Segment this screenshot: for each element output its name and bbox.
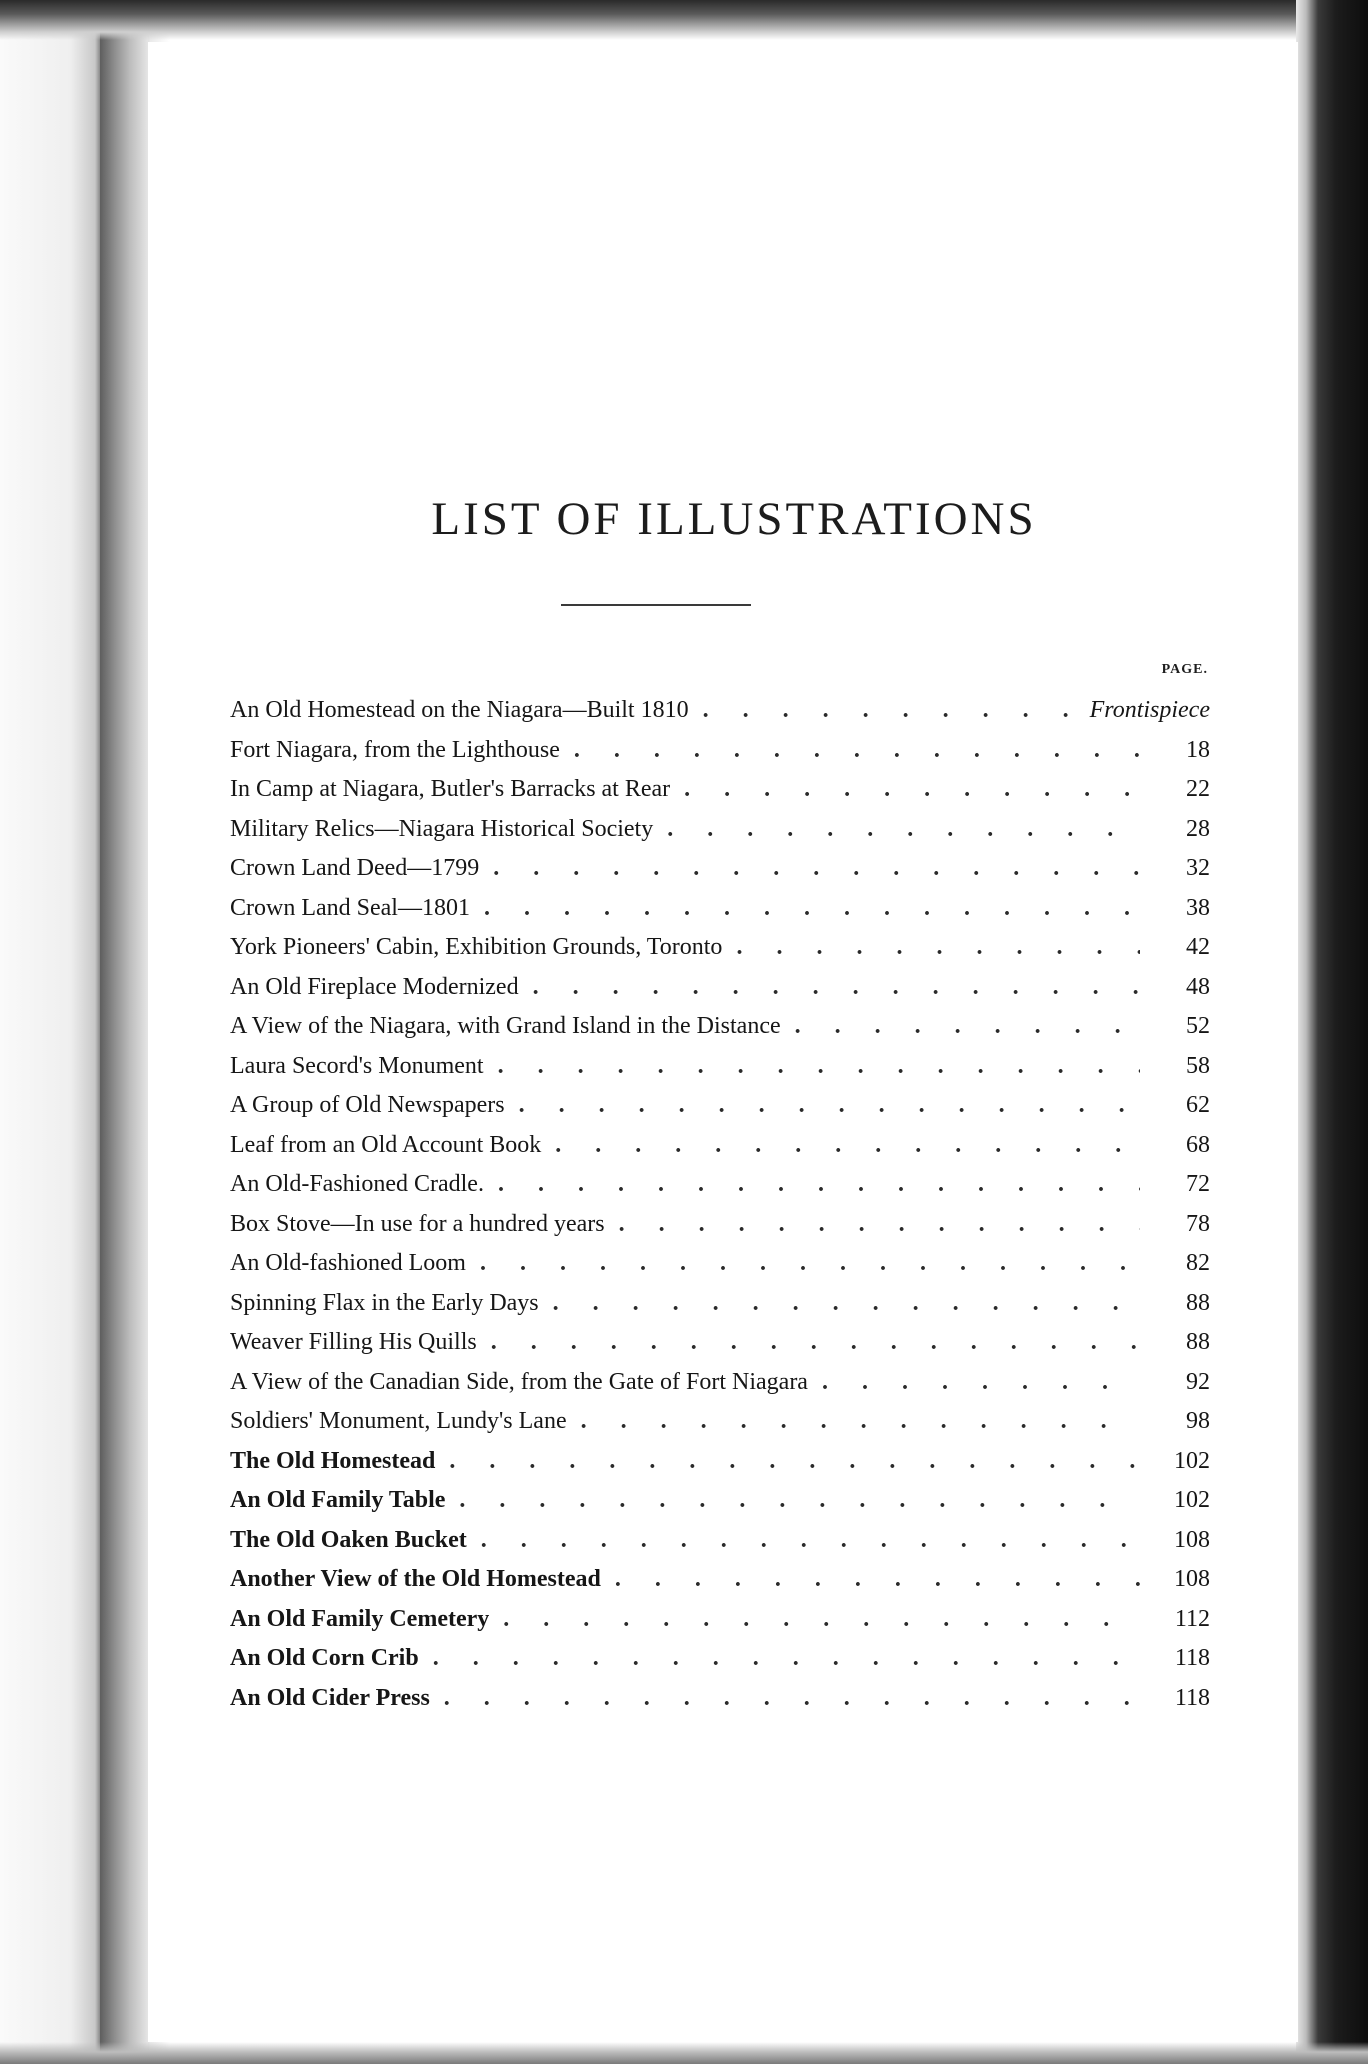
dot-leader	[445, 1487, 1140, 1514]
dot-leader	[560, 737, 1140, 764]
illustration-title: Crown Land Deed—1799	[230, 855, 480, 881]
illustration-title: An Old-fashioned Loom	[230, 1250, 466, 1276]
dot-leader	[689, 697, 1080, 724]
illustration-title: The Old Homestead	[230, 1447, 436, 1474]
dot-leader	[670, 776, 1140, 803]
book-gutter	[100, 30, 148, 2064]
dot-leader	[567, 1408, 1140, 1435]
dot-leader	[519, 974, 1140, 1001]
illustration-title: Box Stove—In use for a hundred years	[230, 1210, 605, 1237]
illustration-page-number: 38	[1186, 894, 1210, 921]
illustration-title: An Old-Fashioned Cradle.	[230, 1171, 484, 1197]
illustration-title: A View of the Canadian Side, from the Gate of Fort Niagara	[230, 1368, 808, 1395]
list-item	[230, 1290, 1210, 1330]
list-item	[230, 1369, 1210, 1409]
illustration-title: A Group of Old Newspapers	[230, 1092, 505, 1118]
list-item	[230, 855, 1210, 895]
dot-leader	[435, 1448, 1140, 1475]
illustration-page-number: 52	[1186, 1013, 1210, 1039]
list-item	[230, 1013, 1210, 1053]
dot-leader	[505, 1092, 1140, 1119]
list-item	[230, 1645, 1210, 1685]
illustration-page-number: 32	[1186, 855, 1210, 881]
dot-leader	[653, 816, 1140, 843]
dot-leader	[722, 934, 1140, 961]
dot-leader	[489, 1606, 1140, 1633]
illustration-page-number: 68	[1186, 1131, 1210, 1158]
illustration-page-number: 88	[1186, 1289, 1210, 1316]
illustration-title: An Old Cider Press	[230, 1684, 430, 1711]
dot-leader	[541, 1132, 1140, 1159]
dot-leader	[467, 1527, 1140, 1554]
list-item	[230, 1250, 1210, 1290]
illustration-page-number: 112	[1174, 1605, 1210, 1632]
illustration-page-number: 48	[1186, 973, 1210, 1000]
top-page-edge	[0, 0, 1368, 40]
illustration-page-number: 98	[1186, 1408, 1210, 1434]
list-item	[230, 1408, 1210, 1448]
left-page-edge	[0, 0, 100, 2064]
illustration-title: Soldiers' Monument, Lundy's Lane	[230, 1408, 567, 1434]
page-title: LIST OF ILLUSTRATIONS	[431, 493, 1037, 545]
illustration-page-number: 92	[1186, 1368, 1210, 1395]
list-item	[230, 974, 1210, 1014]
list-item	[230, 697, 1210, 737]
dot-leader	[601, 1566, 1140, 1593]
illustration-title: An Old Fireplace Modernized	[230, 973, 519, 1000]
list-item	[230, 1527, 1210, 1567]
book-page	[148, 42, 1298, 2042]
illustration-title: Crown Land Seal—1801	[230, 894, 470, 921]
dot-leader	[430, 1685, 1140, 1712]
dot-leader	[484, 1053, 1140, 1080]
illustration-page-number: 118	[1174, 1645, 1210, 1671]
page-column-header: PAGE.	[1161, 662, 1208, 677]
dot-leader	[539, 1290, 1140, 1317]
illustration-title: An Old Homestead on the Niagara—Built 1810	[230, 697, 689, 723]
illustration-title: Weaver Filling His Quills	[230, 1329, 477, 1355]
illustration-page-number: 118	[1174, 1684, 1210, 1711]
list-item	[230, 816, 1210, 856]
illustration-page-number: 102	[1174, 1487, 1210, 1513]
illustration-page-number: 18	[1186, 736, 1210, 763]
list-item	[230, 1211, 1210, 1251]
list-item	[230, 1171, 1210, 1211]
illustrations-list	[230, 697, 1210, 1724]
bottom-page-edge	[0, 2042, 1368, 2064]
illustration-page-number: 108	[1174, 1526, 1210, 1553]
illustration-page-number: 78	[1186, 1210, 1210, 1237]
illustration-page-number: 72	[1186, 1171, 1210, 1197]
list-item	[230, 1053, 1210, 1093]
list-item	[230, 776, 1210, 816]
illustration-page-number: 58	[1186, 1052, 1210, 1079]
illustration-title: Leaf from an Old Account Book	[230, 1131, 542, 1158]
illustration-page-number: 62	[1186, 1092, 1210, 1118]
illustration-title: An Old Family Cemetery	[230, 1605, 490, 1632]
dot-leader	[808, 1369, 1140, 1396]
dot-leader	[781, 1013, 1140, 1040]
illustration-page-number: 102	[1174, 1447, 1210, 1474]
dot-leader	[484, 1171, 1140, 1198]
illustration-title: Another View of the Old Homestead	[230, 1566, 601, 1592]
illustration-title: Military Relics—Niagara Historical Society	[230, 815, 654, 842]
illustration-page-number: 82	[1186, 1250, 1210, 1276]
illustration-title: Spinning Flax in the Early Days	[230, 1289, 539, 1316]
list-item	[230, 1329, 1210, 1369]
dot-leader	[419, 1645, 1140, 1672]
illustration-page-number: Frontispiece	[1089, 697, 1210, 723]
illustration-title: Fort Niagara, from the Lighthouse	[230, 736, 560, 763]
illustration-page-number: 42	[1186, 934, 1210, 960]
book-fore-edge	[1296, 0, 1368, 2064]
illustration-page-number: 22	[1186, 776, 1210, 802]
illustration-title: A View of the Niagara, with Grand Island in the Distance	[230, 1013, 781, 1039]
title-rule	[561, 604, 751, 606]
illustration-page-number: 28	[1186, 815, 1210, 842]
dot-leader	[466, 1250, 1140, 1277]
illustration-page-number: 108	[1174, 1566, 1210, 1592]
dot-leader	[477, 1329, 1140, 1356]
list-item	[230, 1487, 1210, 1527]
illustration-page-number: 88	[1186, 1329, 1210, 1355]
list-item	[230, 1685, 1210, 1725]
illustration-title: Laura Secord's Monument	[230, 1052, 484, 1079]
list-item	[230, 1092, 1210, 1132]
illustration-title: In Camp at Niagara, Butler's Barracks at Rear	[230, 776, 671, 802]
dot-leader	[605, 1211, 1140, 1238]
illustration-title: York Pioneers' Cabin, Exhibition Grounds, Toronto	[230, 934, 723, 960]
illustration-title: An Old Family Table	[230, 1487, 446, 1513]
dot-leader	[479, 855, 1140, 882]
dot-leader	[470, 895, 1140, 922]
list-item	[230, 1606, 1210, 1646]
illustration-title: An Old Corn Crib	[230, 1645, 419, 1671]
list-item	[230, 737, 1210, 777]
list-item	[230, 895, 1210, 935]
list-item	[230, 1566, 1210, 1606]
list-item	[230, 934, 1210, 974]
list-item	[230, 1448, 1210, 1488]
list-item	[230, 1132, 1210, 1172]
illustration-title: The Old Oaken Bucket	[230, 1526, 467, 1553]
